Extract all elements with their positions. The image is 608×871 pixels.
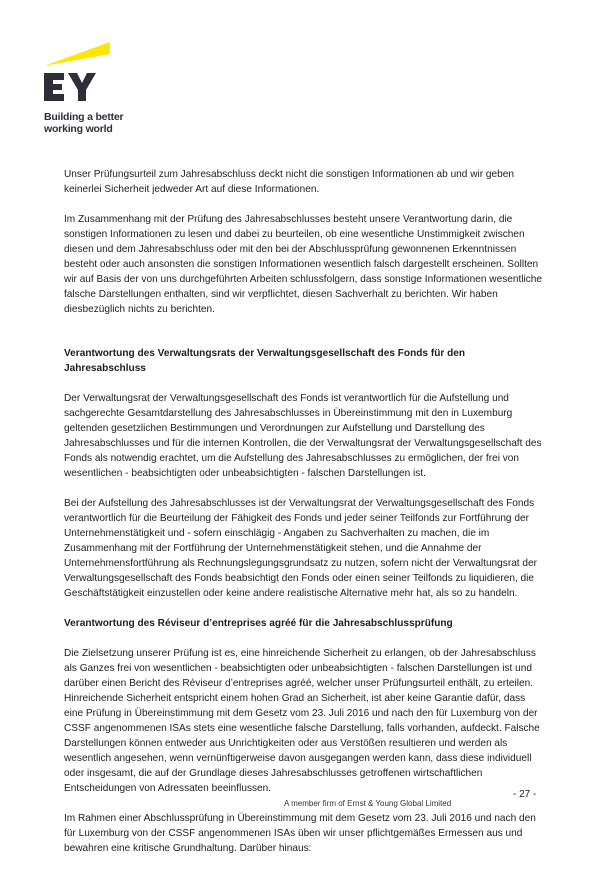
paragraph-board-responsibility: Der Verwaltungsrat der Verwaltungsgesellschaft des Fonds ist verantwortlich für die Aufstellung und sachgerechte Gesamtdarstellung des Jahresabschlusses in Übereinstimmung mit den in Luxemburg geltenden gesetzlichen Bestimmungen und Verordnungen zur Aufstellung und Darstellung des Jahresabschlusses und für die internen Kontrollen, die der Verwaltungsrat der Verwaltungsgesellschaft des Fonds als notwendig erachtet, um die Aufstellung des Jahresabschlusses zu ermöglichen, der frei von wesentlichen - beabsichtigten oder unbeabsichtigten - falschen Darstellungen ist. (64, 393, 542, 479)
document-body (64, 167, 546, 871)
ey-logo-mark (44, 40, 114, 112)
paragraph-other-info-responsibility: Im Zusammenhang mit der Prüfung des Jahresabschlusses besteht unsere Verantwortung darin, die sonstigen Informationen zu lesen und dabei zu beurteilen, ob eine wesentliche Unstimmigkeit zwischen diesen und dem Jahresabschluss oder mit den bei der Abschlussprüfung gewonnenen Erkenntnissen besteht oder auch ansonsten die sonstigen Informationen wesentlich falsch dargestellt erscheinen. Sollten wir auf Basis der von uns durchgeführten Arbeiten schlussfolgern, dass sonstige Informationen wesentliche falsche Darstellungen enthalten, sind wir verpflichtet, diesen Sachverhalt zu berichten. Wir haben diesbezüglich nichts zu berichten. (64, 214, 543, 315)
tagline-line-2: working world (44, 122, 113, 135)
paragraph-going-concern: Bei der Aufstellung des Jahresabschlusses ist der Verwaltungsrat der Verwaltungsgesellschaft des Fonds verantwortlich für die Beurteilung der Fähigkeit des Fonds und jeder seiner Teilfonds zur Fortführung der Unternehmenstätigkeit und - sofern einschlägig - Angaben zu Sachverhalten zu machen, die im Zusammenhang mit der Fortführung der Unternehmenstätigkeit stehen, und die Annahme der Unternehmensfortführung als Rechnungslegungsgrundsatz zu nutzen, sofern nicht der Verwaltungsrat der Verwaltungsgesellschaft des Fonds beabsichtigt den Fonds oder einen seiner Teilfonds zu liquidieren, die Geschäftstätigkeit einzustellen oder keine andere realistische Alternative mehr hat, als so zu handeln. (64, 498, 538, 599)
tagline-line-1: Building a better (44, 111, 124, 123)
heading-auditor-responsibility: Verantwortung des Réviseur d’entreprises agréé für die Jahresabschlussprüfung (64, 618, 453, 629)
heading-board-responsibility: Verantwortung des Verwaltungsrats der Verwaltungsgesellschaft des Fonds für den Jahresabschluss (64, 348, 466, 374)
paragraph-other-info-scope: Unser Prüfungsurteil zum Jahresabschluss deckt nicht die sonstigen Informationen ab und wir geben keinerlei Sicherheit jedweder Art auf diese Informationen. (64, 169, 514, 195)
page-number: - 27 - (513, 789, 537, 800)
footer-member-text: A member firm of Ernst & Young Global Limited (284, 799, 452, 808)
paragraph-professional-judgement: Im Rahmen einer Abschlussprüfung in Übereinstimmung mit dem Gesetz vom 23. Juli 2016 und nach den für Luxemburg von der CSSF angenommenen ISAs üben wir unser pflichtgemäßes Ermessen aus und bewahren eine kritische Grundhaltung. Darüber hinaus: (64, 813, 536, 854)
brand-tagline (44, 112, 123, 135)
paragraph-audit-objective: Die Zielsetzung unserer Prüfung ist es, eine hinreichende Sicherheit zu erlangen, ob der Jahresabschluss als Ganzes frei von wesentlichen - beabsichtigten oder unbeabsichtigten - falschen Darstellungen ist und darüber einen Bericht des Réviseur d’entreprises agréé, welcher unser Prüfungsurteil enthält, zu erteilen. Hinreichende Sicherheit entspricht einem hohen Grad an Sicherheit, ist aber keine Garantie dafür, dass eine Prüfung in Übereinstimmung mit dem Gesetz vom 23. Juli 2016 und nach den für Luxemburg von der CSSF angenommenen ISAs stets eine wesentliche falsche Darstellung, falls vorhanden, aufdeckt. Falsche Darstellungen können entweder aus Unrichtigkeiten oder aus Verstößen resultieren und werden als wesentlich angesehen, wenn vernünftigerweise davon ausgegangen werden kann, dass diese individuell oder insgesamt, die auf der Grundlage dieses Jahresabschlusses getroffenen wirtschaftlichen Entscheidungen von Adressaten beeinflussen. (64, 648, 540, 794)
